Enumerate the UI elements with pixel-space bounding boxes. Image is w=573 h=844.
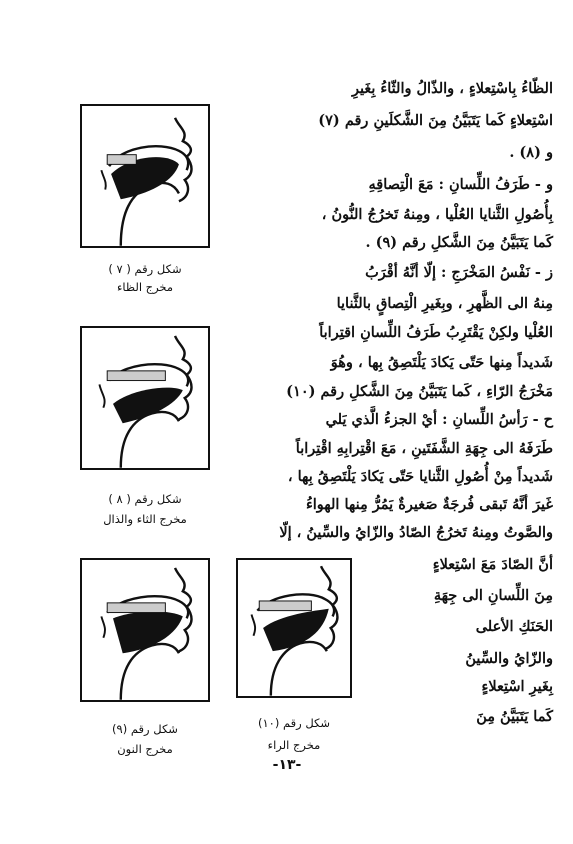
text-line: أنَّ الصّادَ مَعَ اسْتِعلاءٍ [432, 556, 553, 573]
figure-10-subcaption: مخرج الراء [267, 738, 321, 752]
text-line: مِنهُ الى الظَّهرِ ، وبِغَيرِ الْتِصاقٍ بالثَّنايا [336, 295, 553, 312]
figure-9-subcaption: مخرج النون [117, 742, 173, 756]
text-line: و - طَرَفُ اللِّسانِ : مَعَ الْتِصاقِهِ [368, 176, 553, 193]
text-line: شَديداً مِنها حَتّى يَكادَ يَلْتَصِقُ بِها ، وهُوَ [330, 354, 553, 371]
text-line: غَيرَ أنَّهُ تَبقى فُرجَةٌ صَغيرةٌ يَمُرُّ مِنها الهواءُ [305, 496, 553, 513]
figure-9-mouth-diagram [80, 558, 210, 702]
text-line: بِغَيرِ اسْتِعلاءٍ [481, 678, 553, 695]
figure-7-subcaption: مخرج الظاء [116, 280, 174, 294]
text-line: ز - نَفْسُ المَخْرَجِ : إلّا أنَّهُ أقْرَبُ [365, 264, 553, 281]
mouth-diagram-icon [82, 560, 208, 700]
text-line: مِنَ اللِّسانِ الى جِهَةِ [433, 587, 553, 604]
text-line: طَرَفَهُ الى جِهَةِ الشَّفَتَينِ ، مَعَ اقْتِرابِهِ اقْتِراباً [295, 440, 553, 457]
text-line: الظّاءُ بِاسْتِعلاءٍ ، والذّالُ والثّاءُ بِغَيرِ [351, 80, 553, 97]
text-line: اسْتِعلاءٍ كَما يَتَبَيَّنُ مِنَ الشَّكلَينِ رقم (٧) [318, 112, 553, 129]
page-number: -١٣- [272, 757, 302, 773]
text-line: شَديداً مِنْ أُصُولِ الثَّنايا حَتّى يَكادَ يَلْتَصِقُ بِها ، [287, 468, 553, 485]
figure-9-caption: شكل رقم (٩) [112, 722, 178, 736]
text-line: كَما يَتَبَيَّنُ مِنَ الشَّكلِ رقم (٩) . [365, 234, 553, 251]
figure-8-subcaption: مخرج الثاء والذال [103, 512, 187, 526]
mouth-diagram-icon [82, 328, 208, 468]
text-line: كَما يَتَبَيَّنُ مِنَ [476, 708, 553, 725]
figure-8-mouth-diagram [80, 326, 210, 470]
text-line: الحَنَكِ الأعلى [475, 618, 553, 635]
text-line: العُلْيا ولكِنْ يَقْتَرِبُ طَرَفُ اللِّسانِ اقتِراباً [319, 324, 553, 341]
figure-10-mouth-diagram [236, 558, 352, 698]
figure-10-caption: شكل رقم (١٠) [257, 716, 331, 730]
figure-8-caption: شكل رقم ( ٨ ) [108, 492, 182, 506]
text-line: والزّايُ والسِّينُ [465, 650, 553, 667]
text-line: مَخْرَجُ الرّاءِ ، كَما يَتَبَيَّنُ مِنَ الشَّكلِ رقم (١٠) [286, 383, 553, 400]
figure-7-mouth-diagram [80, 104, 210, 248]
text-line: ح - رَأسُ اللِّسانِ : أيْ الجزءُ الَّذي يَلي [325, 411, 553, 428]
figure-7-caption: شكل رقم ( ٧ ) [108, 262, 182, 276]
text-line: و (٨) . [509, 144, 553, 161]
mouth-diagram-icon [238, 560, 350, 696]
mouth-diagram-icon [82, 106, 208, 246]
text-line: والصَّوتُ ومِنهُ تَخرُجُ الصّادُ والزّايُ والسِّينُ ، إلّا [279, 524, 553, 541]
text-line: بِأُصُولِ الثَّنايا العُلْيا ، ومِنهُ تَخرُجُ النُّونُ ، [321, 206, 553, 223]
body-text-narrow [360, 0, 553, 740]
